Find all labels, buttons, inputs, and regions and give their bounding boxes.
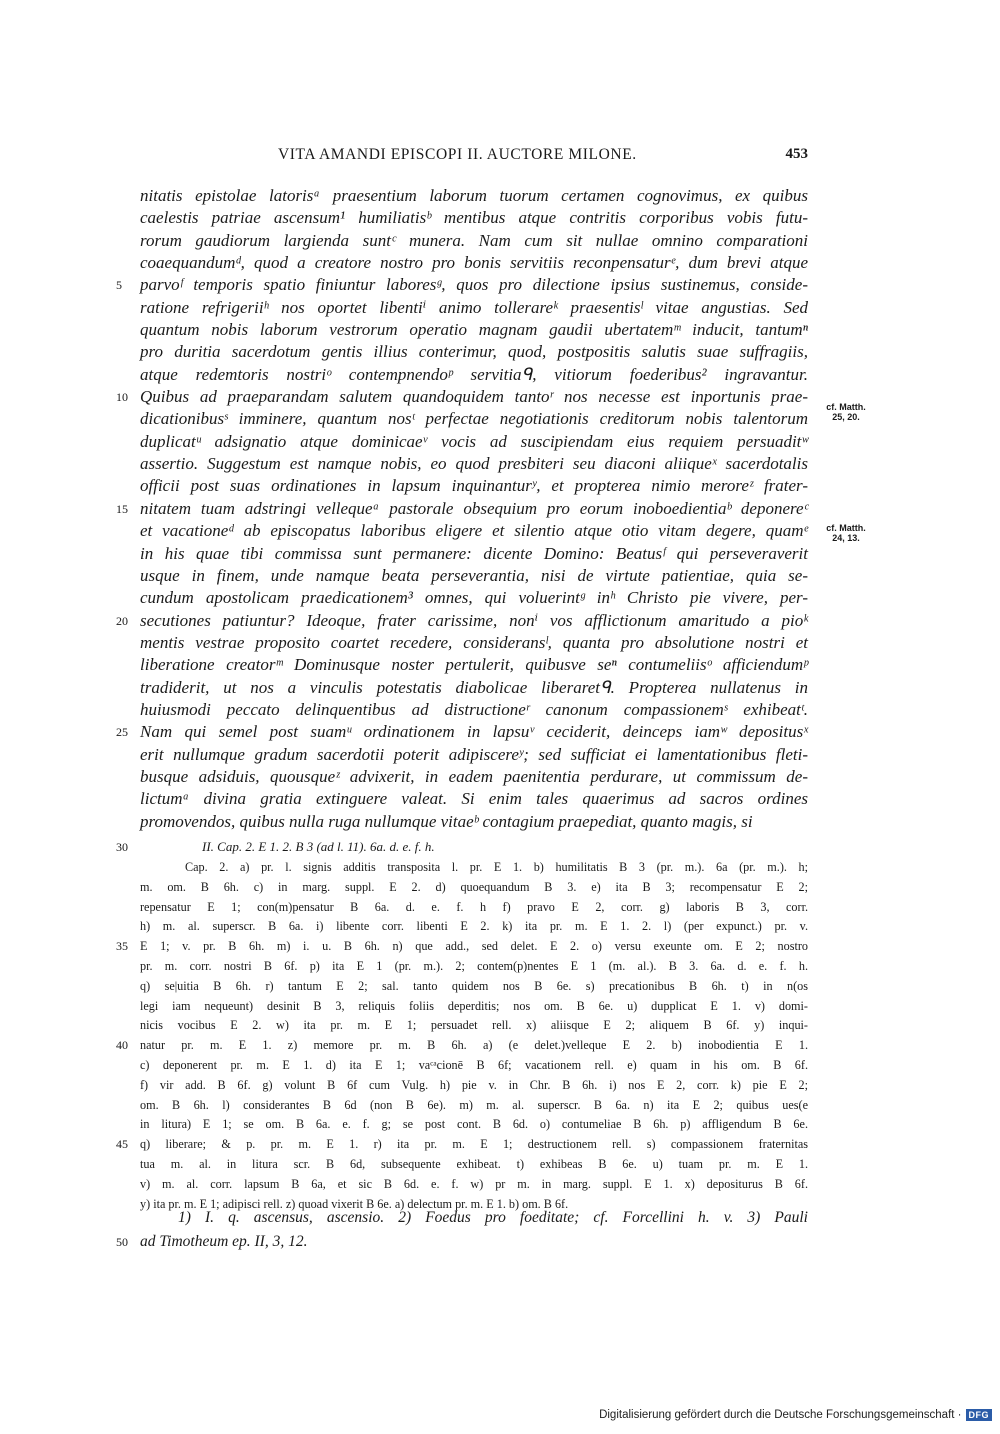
- apparatus-line: [116, 1135, 808, 1155]
- text-line-text: secutiones patiuntur? Ideoque, frater carissime, nonⁱ vos afflictionum amaritudo a pioᵏ: [140, 610, 808, 630]
- apparatus-line-text: E 1; v. pr. B 6h. m) i. u. B 6h. n) que add., sed delet. E 2. o) versu exeunte om. E 2; nostro: [140, 939, 808, 954]
- line-number: 30: [116, 840, 128, 854]
- footnote-line: [140, 1206, 808, 1230]
- text-line-text: Quibus ad praeparandam salutem quandoquidem tantoʳ nos necesse est inportunis prae-: [140, 387, 808, 407]
- footnote-line-text: 1) I. q. ascensus, ascensio. 2) Foedus pro foeditate; cf. Forcellini h. v. 3) Pauli: [178, 1209, 808, 1226]
- margin-note-ref: cf. Matth.: [826, 523, 866, 533]
- footnotes: [116, 1206, 808, 1254]
- apparatus-line-text: natur pr. m. E 1. z) memore pr. m. B 6h. a) (e delet.)velleque E 2. b) inobodientia E 1.: [140, 1038, 808, 1053]
- credit-text: Digitalisierung gefördert durch die Deutsche Forschungsgemeinschaft ·: [599, 1409, 962, 1421]
- apparatus-line: [140, 997, 808, 1017]
- text-line-text: nitatem tuam adstringi vellequeᵃ pastorale obsequium pro eorum inoboedientiaᵇ deponereᶜ: [140, 498, 808, 518]
- text-line: [140, 252, 808, 274]
- text-line: [140, 453, 808, 475]
- text-line-text: atque redemtoris nostriᵒ contempnendoᵖ servitiaᑫ, vitiorum foederibus² ingravantur.: [140, 364, 808, 384]
- text-line-text: caelestis patriae ascensum¹ humiliatisᵇ mentibus atque contritis corporibus vobis futu-: [140, 208, 808, 228]
- apparatus-line-text: q) se|uitia B 6h. r) tantum E 2; sal. tanto quidem nos B 6e. s) precationibus B 6h. t) in n(os: [140, 978, 808, 993]
- apparatus-line: [140, 1175, 808, 1195]
- text-line-text: promovendos, quibus nulla ruga nullumque vitaeᵇ contagium praepediat, quanto magis, si: [140, 811, 753, 831]
- text-line-text: lictumᵃ divina gratia extinguere valeat. Si enim tales quaerimus ad sacros ordines: [140, 789, 808, 809]
- margin-note-matth-24: [818, 523, 874, 543]
- text-line: [116, 386, 808, 408]
- apparatus-line-text: pr. m. corr. nostri B 6f. p) ita E 1 (pr. m.). 2; contem(p)nentes E 1 (m. al.). B 3. 6a. d. e. f. h.: [140, 958, 808, 973]
- apparatus-line: [140, 878, 808, 898]
- line-number: 15: [116, 501, 128, 516]
- apparatus-line: [140, 858, 808, 878]
- margin-note-ref: cf. Matth.: [826, 402, 866, 412]
- critical-apparatus: [116, 836, 808, 1214]
- apparatus-line-text: legi iam nequeunt) desinit B 3, reliquis foliis deperditis; nos om. B 6e. u) dupplicat E 1. v) domi-: [140, 998, 808, 1013]
- apparatus-line: [140, 1056, 808, 1076]
- text-line: [140, 766, 808, 788]
- apparatus-line-text: nicis vocibus E 2. w) ita pr. m. E 1; persuadet rell. x) aliisque E 2; aliquem B 6f. y) inqui-: [140, 1018, 808, 1033]
- text-line-text: cundum apostolicam praedicationem³ omnes, qui voluerintᵍ inʰ Christo pie vivere, per-: [140, 588, 808, 608]
- text-line: [140, 744, 808, 766]
- text-line-text: busque adsiduis, quousqueᶻ advixerit, in eadem paenitentia perdurare, ut commissum de-: [140, 766, 808, 786]
- text-line: [140, 543, 808, 565]
- page-number: 453: [785, 146, 808, 162]
- apparatus-heading-text: II. Cap. 2. E 1. 2. B 3 (ad l. 11). 6a. d. e. f. h.: [202, 839, 435, 854]
- line-number: 20: [116, 613, 128, 628]
- text-line-text: officii post suas ordinationes in lapsum inquinanturʸ, et propterea nimio meroreᶻ frater-: [140, 476, 808, 496]
- text-line: [140, 811, 808, 833]
- line-number: 35: [116, 939, 128, 954]
- apparatus-line-text: om. B 6h. l) considerantes B 6d (non B 6e). m) m. al. superscr. B 6a. n) ita E 2; quibus ues(e: [140, 1097, 808, 1112]
- footnote-line: [116, 1230, 808, 1254]
- apparatus-line: [140, 1096, 808, 1116]
- text-line-text: coaequandumᵈ, quod a creatore nostro pro bonis servitiis reconpensaturᵉ, dum brevi atque: [140, 253, 808, 273]
- apparatus-line: [116, 937, 808, 957]
- text-line: [140, 207, 808, 229]
- margin-note-matth-25: [818, 402, 874, 422]
- apparatus-line: [140, 1016, 808, 1036]
- apparatus-lines: [116, 858, 808, 1214]
- running-title: VITA AMANDI EPISCOPI II. AUCTORE MILONE.: [278, 146, 637, 163]
- apparatus-line: [140, 977, 808, 997]
- apparatus-line-text: m. om. B 6h. c) in marg. suppl. E 2. d) quoequandum B 3. e) ita B 3; recompensatur E 2;: [140, 879, 808, 894]
- text-line: [116, 721, 808, 743]
- footnote-line-text: ad Timotheum ep. II, 3, 12.: [140, 1233, 308, 1250]
- text-line: [140, 185, 808, 207]
- apparatus-line: [140, 1076, 808, 1096]
- text-line-text: et vacationeᵈ ab episcopatus laboribus eligere et silentio atque otio vitam degere, quamᵉ: [140, 521, 808, 541]
- text-line-text: duplicatᵘ adsignatio atque dominicaeᵛ vocis ad suscipiendam eius requiem persuaditʷ: [140, 431, 808, 451]
- apparatus-heading: [116, 836, 808, 858]
- line-number: 50: [116, 1235, 128, 1249]
- dfg-logo: DFG: [966, 1409, 993, 1421]
- text-line-text: Nam qui semel post suamᵘ ordinationem in lapsuᵛ ceciderit, deinceps iamʷ depositusˣ: [140, 722, 808, 742]
- apparatus-line-text: v) m. al. corr. lapsum B 6a, et sic B 6d. e. f. w) pr m. in marg. suppl. E 1. x) depositurus B 6f.: [140, 1176, 808, 1191]
- line-number: 5: [116, 278, 122, 293]
- text-line: [140, 699, 808, 721]
- text-line-text: nitatis epistolae latorisᵃ praesentium laborum tuorum certamen cognovimus, ex quibus: [140, 186, 808, 205]
- text-line: [116, 610, 808, 632]
- running-header: [140, 146, 808, 168]
- text-line-text: liberatione creatorᵐ Dominusque noster pertulerit, quibusve seⁿ contumeliisᵒ afficiendumᵖ: [140, 655, 808, 675]
- apparatus-line: [140, 898, 808, 918]
- apparatus-line: [140, 1115, 808, 1135]
- text-line-text: in his quae tibi commissa sunt permanere: dicente Domino: Beatusᶠ qui perseveraverit: [140, 543, 808, 563]
- margin-note-verse: 24, 13.: [832, 533, 860, 543]
- text-line-text: parvoᶠ temporis spatio finiuntur laboresᵍ, quos pro dilectione ipsius sustinemus, conside-: [140, 275, 808, 295]
- apparatus-line-text: Cap. 2. a) pr. l. signis additis transposita l. pr. E 1. b) humilitatis B 3 (pr. m.). 6a (pr. m.). h;: [185, 860, 808, 874]
- apparatus-line-text: in litura) E 1; se om. B 6a. e. f. g; se post cont. B 6d. o) contumeliae B 6h. p) affligendum B 6e.: [140, 1117, 808, 1132]
- text-line: [116, 274, 808, 296]
- apparatus-line-text: y) ita pr. m. E 1; adipisci rell. z) quoad vixerit B 6e. a) delectum pr. m. E 1. b) om. B 6f.: [140, 1196, 569, 1211]
- text-line-text: ratione refrigeriiʰ nos oportet libentiⁱ animo tollerareᵏ praesentisˡ vitae angustias. Sed: [140, 297, 808, 317]
- text-line: [140, 654, 808, 676]
- text-line: [140, 565, 808, 587]
- digitization-credit: [599, 1409, 992, 1421]
- text-line: [140, 230, 808, 252]
- text-line-text: usque in finem, unde namque beata perseverantia, nisi de virtute patientiae, quia se-: [140, 565, 808, 585]
- text-line-text: mentis vestrae proposito coartet recedere, consideransˡ, quanta pro absolutione nostri et: [140, 632, 808, 652]
- line-number: 25: [116, 725, 128, 740]
- text-line-text: rorum gaudiorum largienda suntᶜ munera. Nam cum sit nullae omnino comparationi: [140, 230, 808, 250]
- text-line: [140, 364, 808, 386]
- apparatus-line-text: f) vir add. B 6f. g) volunt B 6f cum Vulg. h) pie v. in Chr. B 6h. i) nos E 2, corr. k) pie E 2;: [140, 1077, 808, 1092]
- text-line: [140, 587, 808, 609]
- line-number: 40: [116, 1038, 128, 1053]
- apparatus-line: [140, 957, 808, 977]
- main-text: [116, 185, 808, 833]
- line-number: 10: [116, 390, 128, 405]
- text-line: [140, 319, 808, 341]
- text-line-text: tradiderit, ut nos a vinculis potestatis diabolicae liberaretᑫ. Propterea nullatenus in: [140, 677, 808, 697]
- text-line: [140, 475, 808, 497]
- text-line: [140, 677, 808, 699]
- text-line-text: erit nullumque gradum sacerdotii poterit adipiscereʸ; sed sufficiat ei lamentationibus fleti-: [140, 744, 808, 764]
- text-line: [140, 408, 808, 430]
- text-line: [116, 498, 808, 520]
- line-number: 45: [116, 1137, 128, 1152]
- apparatus-line-text: c) deponerent pr. m. E 1. d) ita E 1; vaᶜᵃcionē B 6f; vacationem rell. e) quam in his om. B 6f.: [140, 1057, 808, 1072]
- text-line-text: dicationibusˢ imminere, quantum nosᵗ perfectae negotiationis creditorum nobis talentorum: [140, 409, 808, 429]
- apparatus-line: [140, 1155, 808, 1175]
- apparatus-line-text: q) liberare; & p. pr. m. E 1. r) ita pr. m. E 1; destructionem rell. s) compassionem fraternitas: [140, 1137, 808, 1152]
- apparatus-line: [140, 917, 808, 937]
- apparatus-line-text: h) m. al. superscr. B 6a. i) libente corr. libenti E 2. k) ita pr. m. E 1. 2. l) (per expunct.) pr. v.: [140, 919, 808, 934]
- text-line: [140, 632, 808, 654]
- text-line-text: assertio. Suggestum est namque nobis, eo quod presbiteri seu diaconi aliiqueˣ sacerdotalis: [140, 454, 808, 474]
- text-line: [140, 341, 808, 363]
- text-line-text: quantum nobis laborum vestrorum operatio magnam gaudii ubertatemᵐ inducit, tantumⁿ: [140, 320, 808, 340]
- text-line: [140, 520, 808, 542]
- apparatus-line-text: repensatur E 1; con(m)pensatur B 6a. d. e. f. h f) pravo E 2, corr. g) laboris B 3, corr.: [140, 899, 808, 914]
- text-line: [140, 431, 808, 453]
- text-line-text: pro duritia sacerdotum gentis illius conterimur, quod, postpositis salutis suae suffragiis,: [140, 342, 808, 362]
- text-line: [140, 788, 808, 810]
- text-line: [140, 297, 808, 319]
- text-line-text: huiusmodi peccato delinquentibus ad distructioneʳ canonum compassionemˢ exhibeatᵗ.: [140, 699, 808, 719]
- margin-note-verse: 25, 20.: [832, 412, 860, 422]
- apparatus-line-text: tua m. al. in litura scr. B 6d, subsequente exhibeat. t) exhibeas B 6e. u) tuam pr. m. E 1.: [140, 1156, 808, 1171]
- apparatus-line: [116, 1036, 808, 1056]
